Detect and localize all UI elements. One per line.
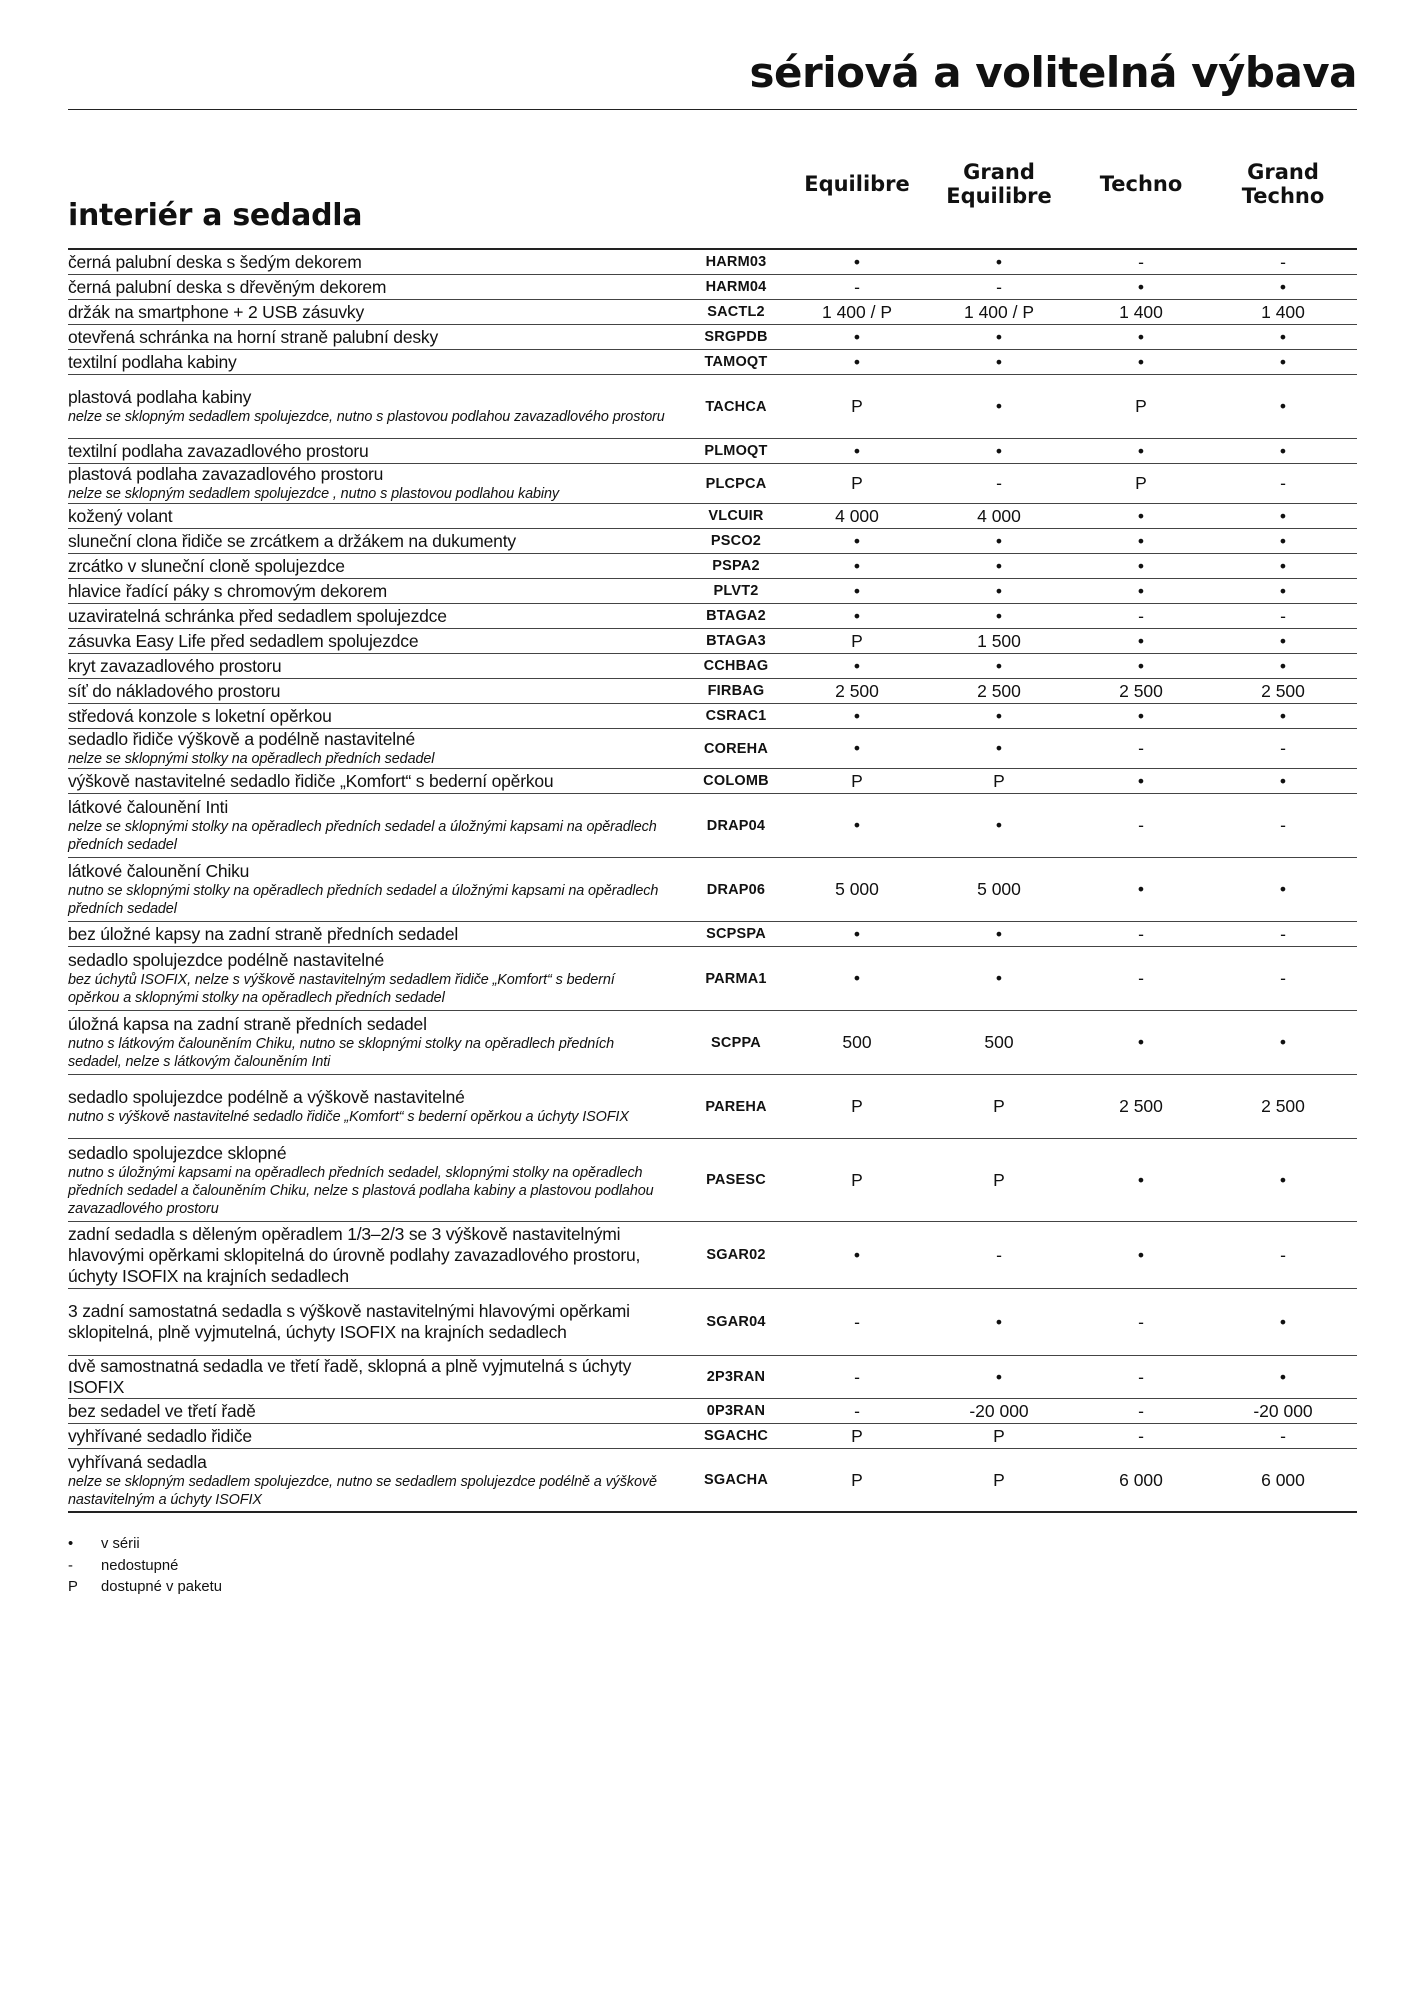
- option-code: 2P3RAN: [706, 1369, 766, 1385]
- table-row: [68, 769, 1357, 794]
- row-description: [68, 1075, 668, 1138]
- cell-grand-equilibre: •: [995, 605, 1003, 626]
- table-row: [68, 947, 1357, 1011]
- table-row: [68, 1139, 1357, 1222]
- cell-techno: P: [1135, 396, 1147, 416]
- cell-equilibre: •: [853, 555, 861, 576]
- cell-equilibre: P: [851, 1425, 863, 1446]
- cell-grand-equilibre: -: [996, 473, 1002, 493]
- cell-equilibre: P: [851, 396, 863, 416]
- table-row: [68, 300, 1357, 325]
- row-label: látkové čalounění Inti: [68, 797, 229, 817]
- cell-techno: •: [1137, 440, 1145, 461]
- row-label: uzaviratelná schránka před sedadlem spolujezdce: [68, 605, 447, 626]
- row-description: [68, 922, 668, 946]
- cell-equilibre: P: [851, 1096, 863, 1116]
- cell-equilibre: •: [853, 1244, 861, 1265]
- row-label: sedadlo spolujezdce podélně nastavitelné: [68, 950, 384, 970]
- table-row: [68, 579, 1357, 604]
- row-label: sedadlo spolujezdce podélně a výškově nastavitelné: [68, 1087, 465, 1107]
- row-label: zásuvka Easy Life před sedadlem spolujezdce: [68, 630, 419, 651]
- cell-techno: •: [1137, 1244, 1145, 1265]
- option-code: SGACHC: [703, 1428, 769, 1444]
- table-row: [68, 1289, 1357, 1356]
- cell-grand-equilibre: •: [995, 1311, 1003, 1332]
- row-label: hlavice řadící páky s chromovým dekorem: [68, 580, 387, 601]
- table-row: [68, 729, 1357, 769]
- cell-techno: •: [1137, 580, 1145, 601]
- option-code: PAREHA: [705, 1098, 767, 1115]
- page-title: sériová a volitelná výbava: [749, 48, 1357, 97]
- row-description: [68, 554, 668, 578]
- option-code: SCPSPA: [706, 926, 766, 942]
- option-code: CCHBAG: [703, 658, 769, 674]
- option-code: PLMOQT: [704, 443, 768, 459]
- cell-grand-techno: 1 400: [1261, 301, 1305, 322]
- cell-grand-techno: 2 500: [1261, 680, 1305, 701]
- table-row: [68, 629, 1357, 654]
- cell-grand-equilibre: -20 000: [969, 1400, 1029, 1421]
- cell-grand-techno: -: [1280, 251, 1286, 272]
- cell-grand-techno: -: [1280, 968, 1286, 988]
- cell-equilibre: 1 400 / P: [821, 301, 893, 322]
- cell-grand-techno: •: [1279, 555, 1287, 576]
- cell-grand-techno: -: [1280, 1244, 1286, 1265]
- cell-grand-techno: •: [1279, 770, 1287, 791]
- cell-grand-equilibre: •: [995, 351, 1003, 372]
- table-row: [68, 654, 1357, 679]
- cell-grand-techno: •: [1279, 396, 1287, 416]
- cell-techno: •: [1137, 555, 1145, 576]
- cell-grand-techno: •: [1279, 1311, 1287, 1332]
- row-label: textilní podlaha kabiny: [68, 351, 237, 372]
- row-label: úložná kapsa na zadní straně předních sedadel: [68, 1014, 427, 1034]
- cell-techno: •: [1137, 530, 1145, 551]
- cell-techno: -: [1138, 1311, 1144, 1332]
- cell-equilibre: •: [853, 968, 861, 988]
- cell-grand-equilibre: •: [995, 530, 1003, 551]
- cell-techno: •: [1137, 505, 1145, 526]
- legend-symbol: •: [68, 1536, 74, 1552]
- row-label: 3 zadní samostatná sedadla s výškově nastavitelnými hlavovými opěrkami sklopitelná, plně vyjmutelná, úchyty ISOFIX na krajních sedadlech: [68, 1301, 630, 1342]
- cell-grand-techno: •: [1279, 505, 1287, 526]
- cell-grand-techno: 2 500: [1261, 1096, 1305, 1116]
- cell-grand-equilibre: -: [996, 1244, 1002, 1265]
- option-code: 0P3RAN: [706, 1403, 766, 1419]
- cell-grand-equilibre: •: [995, 326, 1003, 347]
- option-code: COREHA: [703, 740, 769, 757]
- cell-techno: -: [1138, 1400, 1144, 1421]
- cell-grand-equilibre: 4 000: [977, 505, 1021, 526]
- table-row: [68, 350, 1357, 375]
- cell-equilibre: 4 000: [835, 505, 879, 526]
- row-label: zadní sedadla s děleným opěradlem 1/3–2/3 se 3 výškově nastavitelnými hlavovými opěrkami sklopitelná do úrovně podlahy zavazadlového prostoru, úchyty ISOFIX na krajních sedadlech: [68, 1223, 641, 1286]
- cell-grand-techno: -20 000: [1253, 1400, 1313, 1421]
- cell-equilibre: P: [851, 630, 863, 651]
- cell-equilibre: •: [853, 655, 861, 676]
- row-label: sedadlo spolujezdce sklopné: [68, 1142, 287, 1163]
- table-row: [68, 1222, 1357, 1289]
- table-row: [68, 250, 1357, 275]
- legend-item: [68, 1556, 222, 1578]
- cell-techno: 6 000: [1119, 1469, 1163, 1490]
- cell-grand-techno: •: [1279, 879, 1287, 899]
- column-header-grand-equilibre: Grand Equilibre: [946, 160, 1052, 208]
- table-row: [68, 464, 1357, 504]
- cell-techno: -: [1138, 923, 1144, 944]
- option-code: HARM04: [705, 279, 767, 295]
- legend: [68, 1534, 222, 1599]
- option-code: PLVT2: [713, 583, 759, 599]
- cell-grand-techno: •: [1279, 351, 1287, 372]
- option-code: SGAR02: [706, 1247, 766, 1263]
- option-code: HARM03: [705, 254, 767, 270]
- row-note: nelze se sklopnými stolky na opěradlech předních sedadel a úložnými kapsami na opěradlech předních sedadel: [68, 819, 657, 853]
- cell-techno: -: [1138, 1366, 1144, 1387]
- cell-grand-techno: -: [1280, 1425, 1286, 1446]
- cell-grand-equilibre: 1 500: [977, 630, 1021, 651]
- legend-symbol: -: [68, 1557, 73, 1574]
- cell-techno: •: [1137, 326, 1145, 347]
- table-row: [68, 704, 1357, 729]
- cell-grand-techno: •: [1279, 655, 1287, 676]
- cell-equilibre: •: [853, 326, 861, 347]
- legend-item: [68, 1577, 222, 1599]
- row-description: [68, 1011, 668, 1074]
- cell-techno: •: [1137, 770, 1145, 791]
- cell-equilibre: •: [853, 605, 861, 626]
- cell-techno: 1 400: [1119, 301, 1163, 322]
- row-note: bez úchytů ISOFIX, nelze s výškově nastavitelným sedadlem řidiče „Komfort“ s bederní opěrkou a sklopnými stolky na opěradlech předních sedadel: [68, 972, 615, 1006]
- row-label: textilní podlaha zavazadlového prostoru: [68, 440, 369, 461]
- cell-grand-techno: -: [1280, 738, 1286, 758]
- row-label: černá palubní deska s šedým dekorem: [68, 251, 362, 272]
- cell-equilibre: 500: [842, 1032, 872, 1052]
- cell-techno: -: [1138, 605, 1144, 626]
- cell-grand-equilibre: 2 500: [977, 680, 1021, 701]
- cell-grand-equilibre: •: [995, 396, 1003, 416]
- row-note: nelze se sklopným sedadlem spolujezdce, nutno s plastovou podlahou zavazadlového prostoru: [68, 409, 665, 425]
- cell-grand-techno: •: [1279, 705, 1287, 726]
- column-header-techno: Techno: [1099, 172, 1183, 196]
- cell-equilibre: •: [853, 923, 861, 944]
- cell-equilibre: -: [854, 1311, 860, 1332]
- cell-techno: 2 500: [1119, 1096, 1163, 1116]
- row-label: sluneční clona řidiče se zrcátkem a držákem na dukumenty: [68, 530, 516, 551]
- section-title: interiér a sedadla: [68, 198, 363, 233]
- cell-equilibre: •: [853, 705, 861, 726]
- cell-grand-techno: •: [1279, 1032, 1287, 1052]
- legend-item: [68, 1534, 222, 1556]
- row-description: [68, 1289, 668, 1355]
- row-description: [68, 529, 668, 553]
- cell-equilibre: 2 500: [835, 680, 879, 701]
- row-label: kryt zavazadlového prostoru: [68, 655, 282, 676]
- cell-grand-techno: -: [1280, 815, 1286, 835]
- legend-symbol: P: [68, 1579, 78, 1595]
- row-note: nelze se sklopnými stolky na opěradlech předních sedadel: [68, 751, 435, 767]
- cell-equilibre: •: [853, 530, 861, 551]
- cell-equilibre: •: [853, 580, 861, 601]
- cell-equilibre: •: [853, 440, 861, 461]
- row-description: [68, 300, 668, 324]
- option-code: SGACHA: [703, 1472, 769, 1488]
- row-note: nutno s výškově nastavitelné sedadlo řidiče „Komfort“ s bederní opěrkou a úchyty ISOFIX: [68, 1109, 629, 1125]
- cell-techno: •: [1137, 705, 1145, 726]
- cell-grand-equilibre: •: [995, 815, 1003, 835]
- row-label: zrcátko v sluneční cloně spolujezdce: [68, 555, 345, 576]
- row-description: [68, 729, 668, 768]
- option-code: SRGPDB: [704, 329, 768, 345]
- cell-grand-equilibre: •: [995, 705, 1003, 726]
- option-code: PARMA1: [705, 970, 767, 987]
- cell-grand-equilibre: •: [995, 923, 1003, 944]
- cell-techno: •: [1137, 1169, 1145, 1190]
- row-label: černá palubní deska s dřevěným dekorem: [68, 276, 387, 297]
- cell-equilibre: 5 000: [835, 879, 879, 899]
- table-row: [68, 1075, 1357, 1139]
- title-divider: [68, 109, 1357, 110]
- row-description: [68, 947, 668, 1010]
- cell-techno: -: [1138, 738, 1144, 758]
- option-code: SACTL2: [707, 304, 765, 320]
- row-description: [68, 439, 668, 463]
- table-row: [68, 529, 1357, 554]
- cell-grand-equilibre: -: [996, 276, 1002, 297]
- column-header-grand-techno: Grand Techno: [1241, 160, 1325, 208]
- row-description: [68, 350, 668, 374]
- legend-text: nedostupné: [101, 1557, 179, 1574]
- row-label: výškově nastavitelné sedadlo řidiče „Komfort“ s bederní opěrkou: [68, 770, 554, 791]
- cell-grand-equilibre: •: [995, 580, 1003, 601]
- cell-grand-techno: •: [1279, 530, 1287, 551]
- cell-grand-equilibre: •: [995, 440, 1003, 461]
- table-row: [68, 1399, 1357, 1424]
- cell-grand-equilibre: P: [993, 1425, 1005, 1446]
- legend-text: dostupné v paketu: [101, 1579, 222, 1595]
- column-header-equilibre: Equilibre: [804, 172, 910, 196]
- row-description: [68, 654, 668, 678]
- cell-equilibre: •: [853, 738, 861, 758]
- table-row: [68, 439, 1357, 464]
- option-code: PSPA2: [712, 558, 760, 574]
- cell-equilibre: •: [853, 351, 861, 372]
- cell-grand-techno: -: [1280, 605, 1286, 626]
- table-row: [68, 554, 1357, 579]
- option-code: BTAGA2: [706, 608, 766, 624]
- row-label: bez sedadel ve třetí řadě: [68, 1400, 256, 1421]
- cell-equilibre: •: [853, 251, 861, 272]
- row-description: [68, 1139, 668, 1221]
- row-label: bez úložné kapsy na zadní straně předních sedadel: [68, 923, 459, 944]
- legend-text: v sérii: [101, 1536, 140, 1552]
- row-label: sedadlo řidiče výškově a podélně nastavitelné: [68, 729, 416, 749]
- option-code: PLCPCA: [705, 475, 767, 492]
- option-code: BTAGA3: [706, 633, 766, 649]
- row-description: [68, 704, 668, 728]
- cell-techno: •: [1137, 276, 1145, 297]
- row-label: vyhřívané sedadlo řidiče: [68, 1425, 252, 1446]
- row-description: [68, 250, 668, 274]
- row-description: [68, 375, 668, 438]
- cell-grand-equilibre: P: [993, 1169, 1005, 1190]
- row-description: [68, 464, 668, 503]
- row-description: [68, 325, 668, 349]
- cell-equilibre: P: [851, 1169, 863, 1190]
- row-note: nelze se sklopným sedadlem spolujezdce, nutno se sedadlem spolujezdce podélně a výškově nastavitelným a úchyty ISOFIX: [68, 1473, 657, 1508]
- row-label: plastová podlaha zavazadlového prostoru: [68, 464, 384, 484]
- row-label: středová konzole s loketní opěrkou: [68, 705, 332, 726]
- cell-techno: -: [1138, 1425, 1144, 1446]
- cell-techno: •: [1137, 879, 1145, 899]
- cell-techno: 2 500: [1119, 680, 1163, 701]
- row-description: [68, 769, 668, 793]
- cell-grand-equilibre: P: [993, 770, 1005, 791]
- row-label: držák na smartphone + 2 USB zásuvky: [68, 301, 364, 322]
- cell-grand-techno: •: [1279, 326, 1287, 347]
- cell-techno: •: [1137, 655, 1145, 676]
- row-note: nelze se sklopným sedadlem spolujezdce , nutno s plastovou podlahou kabiny: [68, 486, 559, 502]
- option-code: TACHCA: [705, 398, 767, 415]
- cell-grand-equilibre: •: [995, 968, 1003, 988]
- row-label: vyhřívaná sedadla: [68, 1451, 207, 1472]
- row-description: [68, 504, 668, 528]
- row-label: plastová podlaha kabiny: [68, 387, 252, 407]
- cell-grand-equilibre: 500: [984, 1032, 1014, 1052]
- table-row: [68, 1356, 1357, 1399]
- cell-grand-techno: -: [1280, 473, 1286, 493]
- row-label: dvě samostnatná sedadla ve třetí řadě, sklopná a plně vyjmutelná s úchyty ISOFIX: [68, 1356, 632, 1397]
- row-description: [68, 604, 668, 628]
- cell-grand-techno: •: [1279, 440, 1287, 461]
- cell-grand-equilibre: •: [995, 1366, 1003, 1387]
- row-label: kožený volant: [68, 505, 173, 526]
- row-description: [68, 679, 668, 703]
- row-description: [68, 579, 668, 603]
- option-code: SCPPA: [711, 1034, 761, 1051]
- cell-grand-techno: 6 000: [1261, 1469, 1305, 1490]
- equipment-table: [68, 248, 1357, 1513]
- cell-grand-equilibre: P: [993, 1096, 1005, 1116]
- option-code: PASESC: [706, 1172, 766, 1188]
- cell-grand-techno: •: [1279, 630, 1287, 651]
- cell-grand-techno: •: [1279, 1169, 1287, 1190]
- table-row: [68, 922, 1357, 947]
- cell-grand-techno: •: [1279, 1366, 1287, 1387]
- table-row: [68, 604, 1357, 629]
- cell-equilibre: P: [851, 1469, 863, 1490]
- cell-techno: -: [1138, 815, 1144, 835]
- table-row: [68, 1424, 1357, 1449]
- cell-techno: •: [1137, 630, 1145, 651]
- table-row: [68, 375, 1357, 439]
- table-row: [68, 1011, 1357, 1075]
- cell-techno: •: [1137, 351, 1145, 372]
- cell-equilibre: -: [854, 1366, 860, 1387]
- row-description: [68, 629, 668, 653]
- option-code: TAMOQT: [704, 354, 768, 370]
- table-row: [68, 504, 1357, 529]
- cell-techno: •: [1137, 1032, 1145, 1052]
- cell-techno: -: [1138, 968, 1144, 988]
- cell-grand-equilibre: •: [995, 738, 1003, 758]
- option-code: VLCUIR: [708, 508, 764, 524]
- row-description: [68, 794, 668, 857]
- cell-techno: P: [1135, 473, 1147, 493]
- cell-grand-equilibre: •: [995, 555, 1003, 576]
- option-code: DRAP04: [706, 817, 766, 834]
- cell-equilibre: P: [851, 473, 863, 493]
- table-row: [68, 1449, 1357, 1513]
- cell-grand-techno: •: [1279, 580, 1287, 601]
- cell-grand-techno: -: [1280, 923, 1286, 944]
- cell-equilibre: •: [853, 815, 861, 835]
- row-label: látkové čalounění Chiku: [68, 861, 250, 881]
- cell-grand-equilibre: •: [995, 655, 1003, 676]
- row-description: [68, 1356, 668, 1398]
- cell-grand-techno: •: [1279, 276, 1287, 297]
- option-code: FIRBAG: [707, 683, 765, 699]
- cell-grand-equilibre: •: [995, 251, 1003, 272]
- row-label: síť do nákladového prostoru: [68, 680, 281, 701]
- row-note: nutno s látkovým čalouněním Chiku, nutno se sklopnými stolky na opěradlech předních sedadel, nelze s látkovým čalouněním Inti: [68, 1036, 615, 1070]
- table-row: [68, 679, 1357, 704]
- row-note: nutno se sklopnými stolky na opěradlech předních sedadel a úložnými kapsami na opěradlech předních sedadel: [68, 883, 659, 917]
- table-row: [68, 275, 1357, 300]
- table-row: [68, 794, 1357, 858]
- row-description: [68, 1449, 668, 1511]
- table-row: [68, 858, 1357, 922]
- option-code: SGAR04: [706, 1314, 766, 1330]
- option-code: COLOMB: [703, 773, 769, 789]
- table-row: [68, 325, 1357, 350]
- option-code: DRAP06: [706, 881, 766, 898]
- row-description: [68, 275, 668, 299]
- cell-equilibre: -: [854, 1400, 860, 1421]
- cell-grand-equilibre: 5 000: [977, 879, 1021, 899]
- row-label: otevřená schránka na horní straně palubní desky: [68, 326, 439, 347]
- cell-techno: -: [1138, 251, 1144, 272]
- row-description: [68, 1222, 668, 1288]
- option-code: CSRAC1: [705, 708, 767, 724]
- row-note: nutno s úložnými kapsami na opěradlech předních sedadel, sklopnými stolky na opěradlech předních sedadel a čalouněním Chiku, nelze s plastová podlaha kabiny a plastovou podlahou zavazadlového prostoru: [68, 1164, 654, 1217]
- row-description: [68, 1424, 668, 1448]
- row-description: [68, 858, 668, 921]
- cell-grand-equilibre: P: [993, 1469, 1005, 1490]
- cell-equilibre: -: [854, 276, 860, 297]
- option-code: PSCO2: [710, 533, 762, 549]
- cell-equilibre: P: [851, 770, 863, 791]
- row-description: [68, 1399, 668, 1423]
- cell-grand-equilibre: 1 400 / P: [963, 301, 1035, 322]
